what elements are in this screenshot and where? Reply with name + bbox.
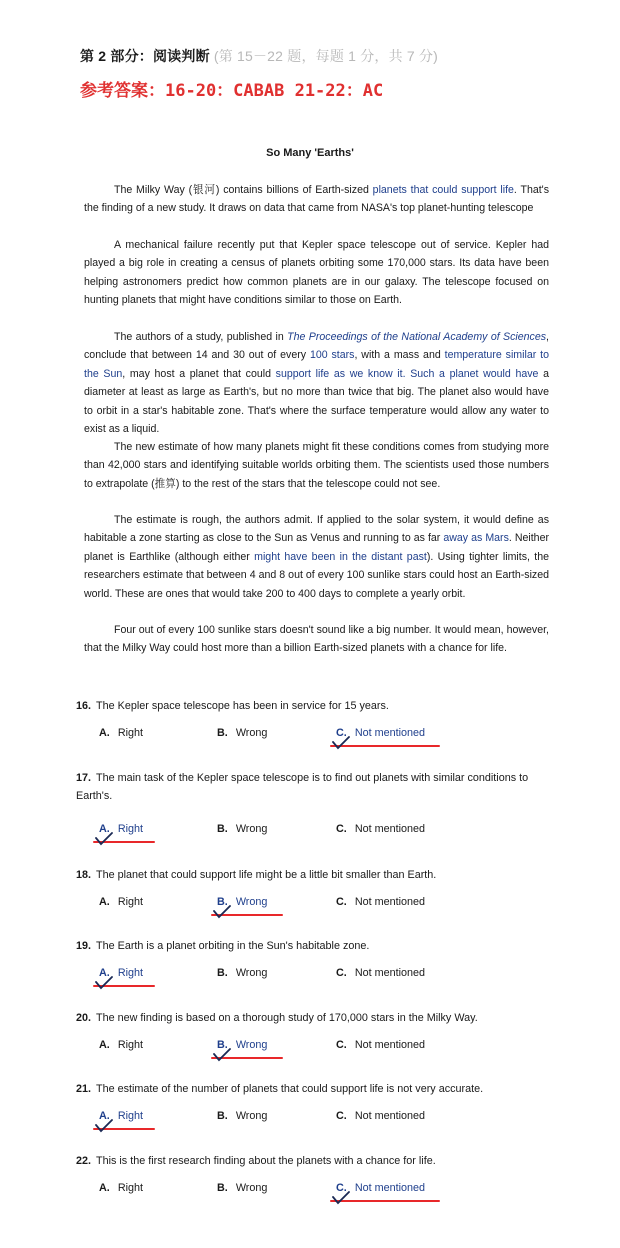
option-b[interactable] (217, 1110, 267, 1122)
option-c[interactable] (336, 1110, 425, 1122)
option-label: Right (117, 727, 144, 739)
option-label: Right (117, 896, 144, 908)
option-label: Wrong (235, 823, 268, 835)
question-text: The main task of the Kepler space telescope is to find out planets with similar conditions to Earth's. (76, 772, 529, 802)
question-18 (76, 866, 548, 884)
option-letter: C. (336, 727, 347, 739)
question-text: The new finding is based on a thorough study of 170,000 stars in the Milky Way. (96, 1012, 478, 1024)
option-label: Wrong (235, 1110, 268, 1122)
option-letter: B. (217, 967, 228, 979)
question-text: The Earth is a planet orbiting in the Sun's habitable zone. (96, 940, 370, 952)
question-text: The planet that could support life might be a little bit smaller than Earth. (96, 869, 437, 881)
paragraph-4: The new estimate of how many planets might fit these conditions comes from studying more than 42,000 stars and identifying suitable worlds orbiting them. The scientists used those numbers to extrapolate (推算) to the rest of the stars that the telescope could not see. (84, 441, 549, 490)
option-label: Right (117, 1182, 144, 1194)
checkmark-icon (95, 976, 113, 990)
section-note: (第 15－22 题，每题 1 分，共 7 分) (213, 48, 439, 64)
option-c[interactable] (336, 896, 425, 908)
option-label: Wrong (235, 967, 268, 979)
question-22 (76, 1152, 548, 1170)
option-a[interactable] (99, 1182, 143, 1194)
option-c[interactable] (336, 1039, 425, 1051)
paragraph-3: The authors of a study, published in The Proceedings of the National Academy of Sciences, conclude that between 14 and 30 out of every 100 stars, with a mass and temperature similar to the Sun, may host a planet that could support life as we know it. Such a planet would have a diameter at least as large as Earth's, but no more than twice that big. The planet also would have to orbit in a star's habitable zone. That's where the surface temperature would allow any water to exist as a liquid. (84, 331, 549, 436)
answer-key: 参考答案：16-20：CABAB 21-22：AC (80, 81, 384, 101)
option-letter: A. (99, 967, 110, 979)
paragraph-2: A mechanical failure recently put that Kepler space telescope out of service. Kepler had played a big role in creating a census of planets orbiting some 170,000 stars. Its data have been helping astronomers predict how common planets are in our galaxy. The telescope focused on hunting planets that might have conditions similar to those on Earth. (84, 239, 549, 307)
option-label: Wrong (235, 896, 268, 908)
question-number: 21. (76, 1083, 92, 1095)
option-letter: B. (217, 896, 228, 908)
paragraph-6: Four out of every 100 sunlike stars doesn't sound like a big number. It would mean, however, that the Milky Way could host more than a billion Earth-sized planets with a chance for life. (84, 624, 549, 655)
option-letter: B. (217, 1182, 228, 1194)
option-label: Not mentioned (354, 1110, 426, 1122)
option-letter: C. (336, 967, 347, 979)
option-a[interactable] (99, 1039, 143, 1051)
option-letter: A. (99, 727, 110, 739)
option-label: Right (117, 1039, 144, 1051)
question-number: 16. (76, 700, 92, 712)
option-letter: C. (336, 1039, 347, 1051)
option-letter: C. (336, 896, 347, 908)
option-b[interactable] (217, 1182, 267, 1194)
option-label: Right (117, 823, 144, 835)
option-label: Right (117, 967, 144, 979)
question-number: 19. (76, 940, 92, 952)
question-17 (76, 769, 548, 805)
question-number: 18. (76, 869, 92, 881)
option-letter: A. (99, 1110, 110, 1122)
option-letter: A. (99, 823, 110, 835)
question-number: 22. (76, 1155, 92, 1167)
option-letter: A. (99, 896, 110, 908)
section-title: 第 2 部分：阅读判断 (80, 48, 210, 64)
option-letter: A. (99, 1039, 110, 1051)
option-a[interactable] (99, 727, 143, 739)
option-letter: A. (99, 1182, 110, 1194)
checkmark-icon (332, 736, 350, 750)
checkmark-icon (213, 905, 231, 919)
checkmark-icon (95, 1119, 113, 1133)
question-text: The Kepler space telescope has been in service for 15 years. (96, 700, 389, 712)
option-label: Right (117, 1110, 144, 1122)
section-header (80, 46, 438, 66)
option-letter: C. (336, 823, 347, 835)
option-b[interactable] (217, 823, 267, 835)
option-label: Not mentioned (354, 823, 426, 835)
checkmark-icon (213, 1048, 231, 1062)
option-label: Not mentioned (354, 967, 426, 979)
option-b[interactable] (217, 967, 267, 979)
option-label: Not mentioned (354, 896, 426, 908)
checkmark-icon (332, 1191, 350, 1205)
option-a[interactable] (99, 896, 143, 908)
option-letter: B. (217, 1110, 228, 1122)
question-number: 17. (76, 772, 92, 784)
option-label: Wrong (235, 1182, 268, 1194)
question-text: The estimate of the number of planets that could support life is not very accurate. (96, 1083, 484, 1095)
option-letter: B. (217, 727, 228, 739)
option-label: Wrong (235, 727, 268, 739)
option-letter: C. (336, 1110, 347, 1122)
option-c[interactable] (336, 967, 425, 979)
option-b[interactable] (217, 727, 267, 739)
option-label: Not mentioned (354, 727, 426, 739)
passage-title: So Many 'Earths' (266, 147, 354, 159)
option-letter: C. (336, 1182, 347, 1194)
option-label: Not mentioned (354, 1182, 426, 1194)
question-16 (76, 697, 548, 715)
option-c[interactable] (336, 823, 425, 835)
checkmark-icon (95, 832, 113, 846)
question-21 (76, 1080, 548, 1098)
paragraph-5: The estimate is rough, the authors admit. If applied to the solar system, it would define as habitable a zone starting as close to the Sun as Venus and running to as far away as Mars. Neither planet is Earthlike (although either might have been in the distant past). Using tighter limits, the researchers estimate that between 4 and 8 out of every 100 sunlike stars could host an Earth-sized world. These are ones that would take 200 to 400 days to complete a yearly orbit. (84, 514, 550, 600)
option-letter: B. (217, 1039, 228, 1051)
option-label: Wrong (235, 1039, 268, 1051)
question-number: 20. (76, 1012, 92, 1024)
question-20 (76, 1009, 548, 1027)
paragraph-1: The Milky Way (银河) contains billions of Earth-sized planets that could support life. That's the finding of a new study. It draws on data that came from NASA's top planet-hunting telescope (84, 184, 549, 215)
option-label: Not mentioned (354, 1039, 426, 1051)
question-text: This is the first research finding about the planets with a chance for life. (96, 1155, 436, 1167)
option-letter: B. (217, 823, 228, 835)
question-19 (76, 937, 548, 955)
